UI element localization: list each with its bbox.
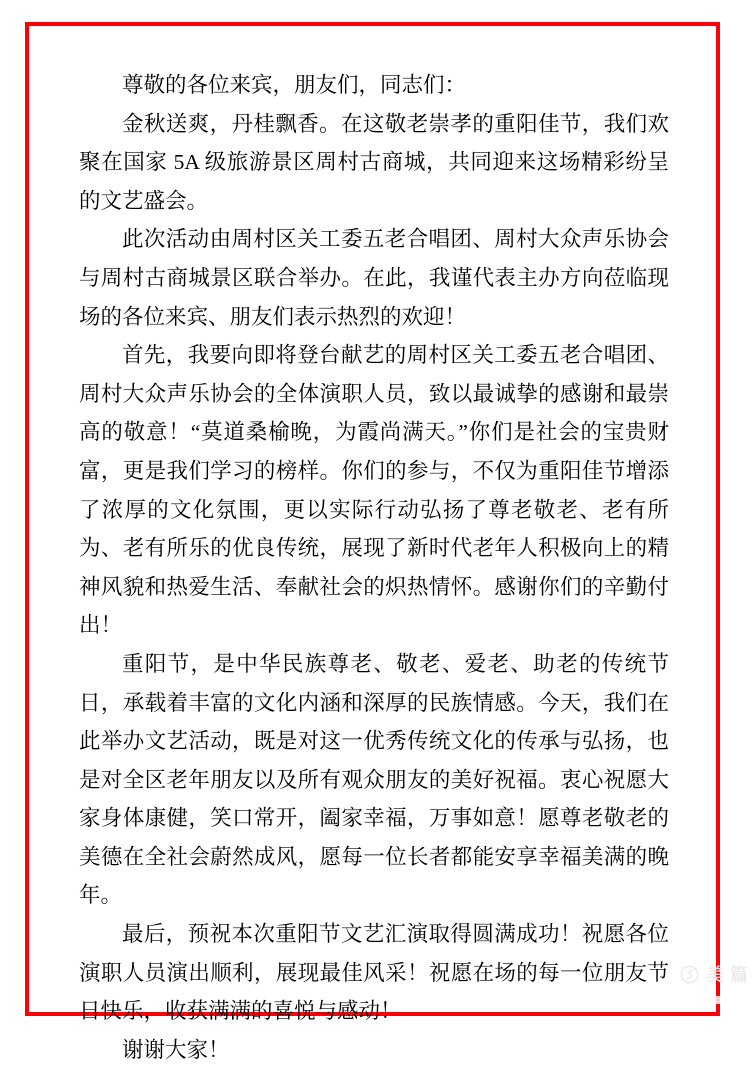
meipian-swirl-logo-icon (680, 965, 699, 984)
paragraph-salutation: 尊敬的各位来宾，朋友们，同志们： (122, 73, 467, 97)
paragraph-festival-meaning: 重阳节，是中华民族尊老、敬老、爱老、助老的传统节日，承载着丰富的文化内涵和深厚的民族情感。今天，我们在此举办文艺活动，既是对这一优秀传统文化的传承与弘扬，也是对全区老年朋友以及所有观众朋友的美好祝福。衷心祝愿大家身体康健，笑口常开，阖家幸福，万事如意！愿尊老敬老的美德在全社会蔚然成风，愿每一位长者都能安享幸福美满的晚年。 (79, 651, 669, 908)
watermark-label: 美篇 (706, 965, 754, 985)
watermark-border-notch (710, 996, 722, 1004)
paragraph-wishes: 最后，预祝本次重阳节文艺汇演取得圆满成功！祝愿各位演职人员演出顺利，展现最佳风采！祝愿在场的每一位朋友节日快乐，收获满满的喜悦与感动！ (79, 922, 669, 1024)
paragraph-thanks: 谢谢大家！ (122, 1037, 230, 1062)
speech-text (79, 66, 669, 1069)
meipian-watermark (680, 961, 754, 987)
paragraph-opening: 金秋送爽，丹桂飘香。在这敬老崇孝的重阳佳节，我们欢聚在国家 5A 级旅游景区周村古商城，共同迎来这场精彩纷呈的文艺盛会。 (79, 111, 669, 213)
paragraph-tribute: 首先，我要向即将登台献艺的周村区关工委五老合唱团、周村大众声乐协会的全体演职人员，致以最诚挚的感谢和最崇高的敬意！“莫道桑榆晚，为霞尚满天。”你们是社会的宝贵财富，更是我们学习的榜样。你们的参与，不仅为重阳佳节增添了浓厚的文化氛围，更以实际行动弘扬了尊老敬老、老有所为、老有所乐的优良传统，展现了新时代老年人积极向上的精神风貌和热爱生活、奉献社会的炽热情怀。感谢你们的辛勤付出！ (79, 343, 669, 638)
paragraph-organizers: 此次活动由周村区关工委五老合唱团、周村大众声乐协会与周村古商城景区联合举办。在此，我谨代表主办方向莅临现场的各位来宾、朋友们表示热烈的欢迎！ (79, 227, 669, 329)
